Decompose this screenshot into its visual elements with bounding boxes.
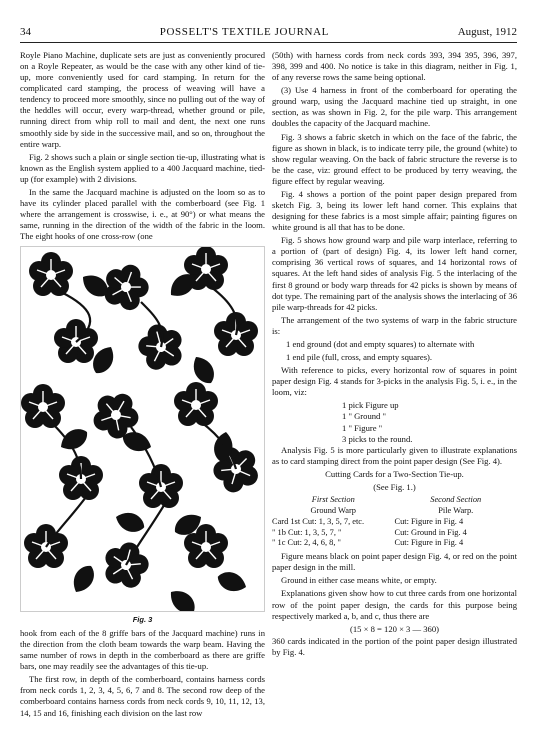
floral-pattern-image <box>21 247 264 611</box>
left-paragraph: In the same the Jacquard machine is adjusted on the loom so as to have its cylinder placed parallel with the comberboard (see Fig. 1 where the arrangement is crosswise, i. e., at 90°) or what means the same, running in the direction of the width of the fabric in the loom. The eight hooks of one cross-row (one <box>20 186 265 242</box>
page-number: 34 <box>20 26 31 38</box>
header-rule <box>20 42 517 43</box>
cards-table <box>272 495 517 549</box>
right-paragraph: Figure means black on point paper design Fig. 4, or red on the point paper design in the mill. <box>272 551 517 573</box>
pick-total: 3 picks to the round. <box>342 433 413 444</box>
left-paragraph: Royle Piano Machine, duplicate sets are just as conveniently procured on a Royle Repeater, as would be the case with any other kind of tie-up, more conveniently used for card stamping. In return for the complicated card stamping, the process of weaving will have a tendency to proceed more smoothly, since no pulling out of the way of the heddles will occur, every warp-thread, whether ground or pile, running direct from whip roll to mail and dent, the next one runs smoothly side by side in the successive mail, and so on, throughout the entire warp. <box>20 50 265 149</box>
warp-list-item: 1 end pile (full, cross, and empty squares). <box>286 352 433 363</box>
cards-table-title: Cutting Cards for a Two-Section Tie-up. <box>325 468 464 479</box>
pick-line: 1 pick Figure up <box>342 400 399 411</box>
right-paragraph: Fig. 5 shows how ground warp and pile warp interlace, referring to a portion of (part of design) Fig. 4, its lower left hand corner, comprising 36 vertical rows of squares, and 14 horizontal rows of squares. At the left hand sides of analysis Fig. 5 the interlacing of the first 8 ground or body warp threads for 42 picks is shown by means of dot type. The remaining part of the analysis shows the interlacing of 36 pile warp-threads for 42 picks. <box>272 235 517 312</box>
left-paragraph: The first row, in depth of the comberboard, contains harness cords from neck cords 1, 2, 3, 4, 5, 6, 7 and 8. The second row deep of the comberboard contains harness cords from neck cords 9, 10, 11, 12, 13, 14, 15 and 16, finishing each division on the last row <box>20 674 265 718</box>
right-paragraph: With reference to picks, every horizontal row of squares in point paper design Fig. 4 stands for 3-picks in the analysis Fig. 5, i. e., in the loom, viz: <box>272 365 517 398</box>
right-paragraph: The arrangement of the two systems of warp in the fabric structure is: <box>272 314 517 336</box>
warp-list-item: 1 end ground (dot and empty squares) to alternate with <box>286 338 475 349</box>
pick-line: 1 " Figure " <box>342 422 383 433</box>
left-column <box>20 50 265 721</box>
issue-date: August, 1912 <box>457 26 517 38</box>
page-header <box>20 24 517 40</box>
table-cell: " 1b Cut: 1, 3, 5, 7, " <box>272 527 342 537</box>
first-section-header: First Section <box>311 494 355 504</box>
pick-line: 1 " Ground " <box>342 411 387 422</box>
right-paragraph: Fig. 3 shows a fabric sketch in which on the face of the fabric, the figure as shown in black, is to indicate terry pile, the ground (white) to show regular weaving. On the back of fabric structure the reverse is to be the case, viz: ground effect to be produced by terry weaving, the figure effect by regular weaving. <box>272 131 517 186</box>
right-paragraph: Analysis Fig. 5 is more particularly given to illustrate explanations as to card stamping direct from the point paper design (See Fig. 4). <box>272 444 517 466</box>
cards-table-subtitle: (See Fig. 1.) <box>373 481 416 492</box>
table-cell: Cut: Figure in Fig. 4 <box>394 516 464 526</box>
right-paragraph: Ground in either case means white, or empty. <box>281 575 437 586</box>
left-paragraph: Fig. 2 shows such a plain or single section tie-up, illustrating what is known as the English system applied to a 400 Jacquard machine, tied-up (for example) with 2 divisions. <box>20 151 265 184</box>
left-paragraph: hook from each of the 8 griffe bars of the Jacquard machine) runs in the direction from the cloth beam towards the warp beam. Having the same number of rows in depth in the comberboard as there are griffe bars, one may readily see the advantages of this tie-up. <box>20 628 265 672</box>
pile-warp-header: Pile Warp. <box>438 505 474 515</box>
table-cell: " 1c Cut: 2, 4, 6, 8, " <box>272 538 341 548</box>
journal-title: POSSELT'S TEXTILE JOURNAL <box>159 26 329 38</box>
table-cell: Cut: Ground in Fig. 4 <box>394 527 467 537</box>
ground-warp-header: Ground Warp <box>310 505 356 515</box>
second-section-header: Second Section <box>430 494 482 504</box>
card-equation: (15 × 8 = 120 × 3 — 360) <box>349 623 439 634</box>
fabric-sketch-figure <box>20 246 265 612</box>
right-paragraph: Fig. 4 shows a portion of the point paper design prepared from sketch Fig. 3, being its lower left hand corner. This explains that designing for these fabrics is a most simple affair; painting figures on white ground is all that has to be done. <box>272 188 517 233</box>
right-paragraph: (50th) with harness cords from neck cords 393, 394 395, 396, 397, 398, 399 and 400. No notice is take in this diagram, neither in Fig. 1, of any reverse rows the same being optional. <box>272 50 517 83</box>
table-cell: Card 1st Cut: 1, 3, 5, 7, etc. <box>272 516 365 526</box>
right-paragraph: (3) Use 4 harness in front of the comberboard for operating the ground warp, using the Jacquard machine tied up straight, in one section, as was shown in Fig. 2, for the pile warp. This arrangement doubles the capacity of the Jacquard machine. <box>272 85 517 129</box>
right-column <box>272 50 517 660</box>
table-cell: Cut: Figure in Fig. 4 <box>394 538 464 548</box>
right-paragraph: Explanations given show how to cut three cards from one horizontal row of the point paper design, the cards for this purpose being respectively marked a, b, and c, thus there are <box>272 588 517 621</box>
figure-caption: Fig. 3 <box>132 615 153 625</box>
right-paragraph: 360 cards indicated in the portion of the point paper design illustrated by Fig. 4. <box>272 635 517 657</box>
